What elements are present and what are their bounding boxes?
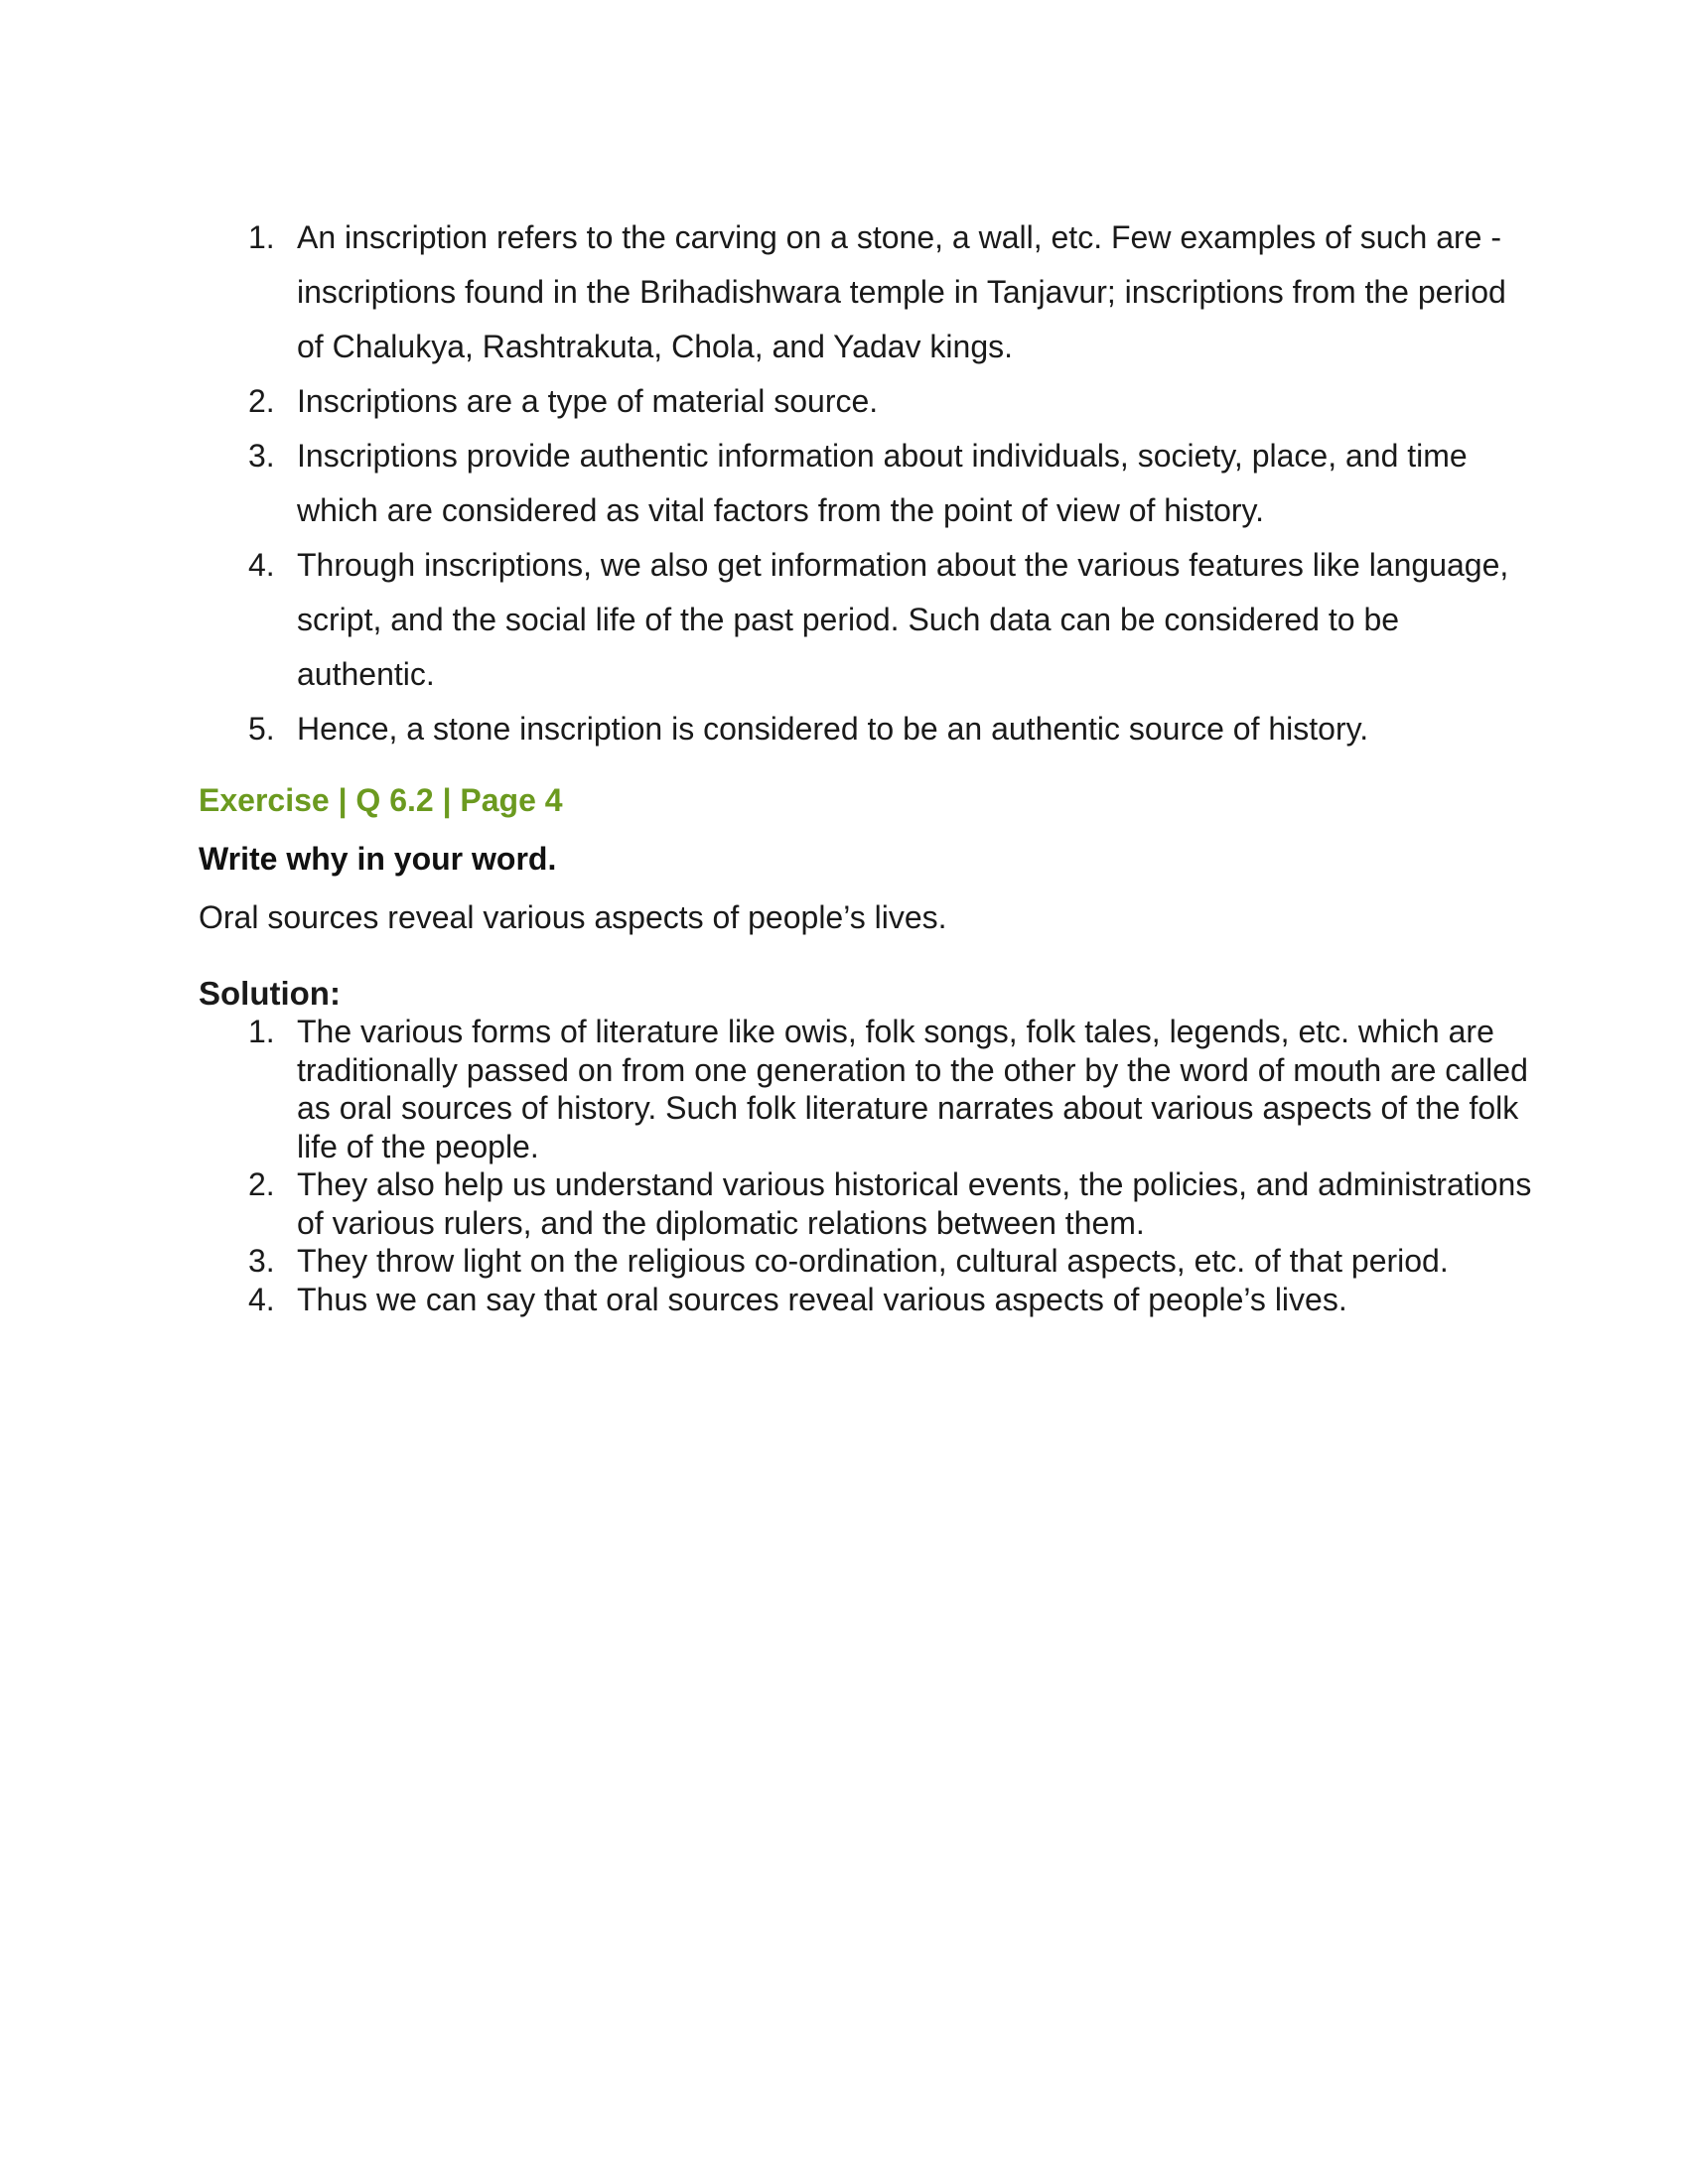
list-item — [199, 374, 1529, 429]
list-item-text: Inscriptions are a type of material source. — [297, 383, 879, 419]
question-prompt: Oral sources reveal various aspects of people’s lives. — [199, 899, 947, 935]
list-number: 4. — [248, 1281, 275, 1317]
list-item — [199, 1242, 1539, 1281]
list-number: 3. — [248, 438, 275, 474]
list-number: 2. — [248, 383, 275, 419]
list-item-text: An inscription refers to the carving on a stone, a wall, etc. Few examples of such are - inscriptions found in the Brihadishwara temple in Tanjavur; inscriptions from the period of Chalukya, Rashtrakuta, Chola, and Yadav kings. — [297, 219, 1506, 364]
list-item — [199, 1165, 1539, 1242]
list-item — [199, 429, 1529, 538]
list-item-text: They also help us understand various historical events, the policies, and administrations of various rulers, and the diplomatic relations between them. — [297, 1166, 1532, 1241]
list-number: 1. — [248, 1014, 275, 1049]
list-item-text: Thus we can say that oral sources reveal various aspects of people’s lives. — [297, 1281, 1347, 1317]
list-item-text: Hence, a stone inscription is considered to be an authentic source of history. — [297, 711, 1369, 747]
list-number: 5. — [248, 711, 275, 747]
list-number: 1. — [248, 219, 275, 255]
list-item — [199, 538, 1529, 702]
question-title: Write why in your word. — [199, 841, 557, 877]
list-number: 4. — [248, 547, 275, 583]
list-item — [199, 1281, 1539, 1319]
solution-points-list — [199, 1013, 1539, 1318]
list-item-text: They throw light on the religious co-ordination, cultural aspects, etc. of that period. — [297, 1243, 1449, 1279]
list-item-text: Inscriptions provide authentic information about individuals, society, place, and time which are considered as vital factors from the point of view of history. — [297, 438, 1468, 528]
list-item — [199, 702, 1529, 756]
list-number: 3. — [248, 1243, 275, 1279]
inscription-points-list — [199, 210, 1529, 756]
list-item-text: The various forms of literature like owis, folk songs, folk tales, legends, etc. which are traditionally passed on from one generation to the other by the word of mouth are called as oral sources of history. Such folk literature narrates about various aspects of the folk life of the people. — [297, 1014, 1528, 1164]
list-item — [199, 1013, 1539, 1165]
list-item — [199, 210, 1529, 374]
list-number: 2. — [248, 1166, 275, 1202]
solution-label: Solution: — [199, 975, 341, 1012]
list-item-text: Through inscriptions, we also get information about the various features like language, script, and the social life of the past period. Such data can be considered to be authentic. — [297, 547, 1509, 692]
exercise-heading: Exercise | Q 6.2 | Page 4 — [199, 782, 563, 818]
